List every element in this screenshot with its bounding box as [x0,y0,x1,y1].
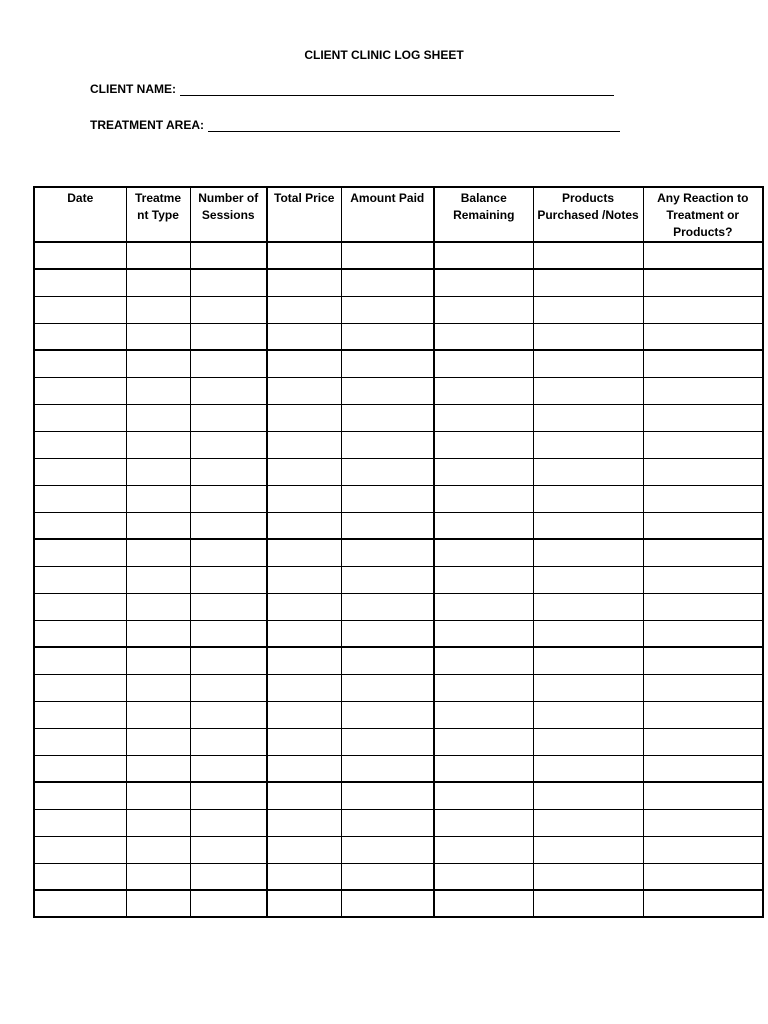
table-cell[interactable] [34,485,126,512]
table-cell[interactable] [533,485,643,512]
table-cell[interactable] [434,782,533,809]
table-cell[interactable] [643,647,763,674]
table-cell[interactable] [533,647,643,674]
table-cell[interactable] [34,539,126,566]
table-cell[interactable] [126,647,190,674]
table-cell[interactable] [34,809,126,836]
header-number-of-sessions: Number of Sessions [190,187,267,242]
table-row [34,701,763,728]
table-cell[interactable] [267,755,341,782]
table-cell[interactable] [643,863,763,890]
table-cell[interactable] [267,350,341,377]
table-cell[interactable] [267,593,341,620]
table-cell[interactable] [533,863,643,890]
table-cell[interactable] [190,242,267,269]
table-cell[interactable] [434,647,533,674]
table-cell[interactable] [34,863,126,890]
table-cell[interactable] [533,323,643,350]
table-cell[interactable] [267,890,341,917]
table-cell[interactable] [434,296,533,323]
header-treatment-type-text: Treatme nt Type [134,191,182,222]
table-cell[interactable] [434,809,533,836]
table-cell[interactable] [126,431,190,458]
table-cell[interactable] [643,728,763,755]
table-cell[interactable] [533,377,643,404]
page-title: CLIENT CLINIC LOG SHEET [304,48,464,62]
table-cell[interactable] [434,701,533,728]
table-cell[interactable] [643,242,763,269]
header-treatment-type [126,187,190,242]
header-balance-remaining: Balance Remaining [434,187,533,242]
table-cell[interactable] [341,404,434,431]
table-cell[interactable] [34,269,126,296]
table-cell[interactable] [643,890,763,917]
table-cell[interactable] [341,269,434,296]
table-cell[interactable] [341,350,434,377]
table-cell[interactable] [533,458,643,485]
table-cell[interactable] [533,890,643,917]
table-cell[interactable] [533,242,643,269]
table-row [34,323,763,350]
table-cell[interactable] [643,431,763,458]
table-cell[interactable] [190,809,267,836]
table-cell[interactable] [126,350,190,377]
table-cell[interactable] [267,242,341,269]
table-row [34,458,763,485]
header-date: Date [34,187,126,242]
table-cell[interactable] [190,863,267,890]
table-cell[interactable] [643,782,763,809]
table-cell[interactable] [533,620,643,647]
table-cell[interactable] [341,377,434,404]
table-cell[interactable] [126,836,190,863]
table-cell[interactable] [190,755,267,782]
table-cell[interactable] [533,728,643,755]
table-cell[interactable] [643,836,763,863]
table-row [34,377,763,404]
table-cell[interactable] [34,323,126,350]
table-cell[interactable] [34,377,126,404]
header-products-purchased-notes: Products Purchased /Notes [533,187,643,242]
table-cell[interactable] [434,323,533,350]
table-cell[interactable] [434,242,533,269]
table-cell[interactable] [126,593,190,620]
table-row [34,890,763,917]
table-cell[interactable] [341,323,434,350]
table-cell[interactable] [341,809,434,836]
table-cell[interactable] [126,620,190,647]
client-name-line[interactable] [180,83,614,96]
table-cell[interactable] [34,458,126,485]
table-cell[interactable] [190,323,267,350]
table-cell[interactable] [190,539,267,566]
table-cell[interactable] [643,296,763,323]
table-cell[interactable] [533,593,643,620]
table-cell[interactable] [643,377,763,404]
table-cell[interactable] [434,350,533,377]
table-cell[interactable] [434,620,533,647]
table-cell[interactable] [126,755,190,782]
table-cell[interactable] [533,431,643,458]
header-amount-paid: Amount Paid [341,187,434,242]
table-cell[interactable] [341,566,434,593]
table-cell[interactable] [434,539,533,566]
table-cell[interactable] [434,485,533,512]
table-cell[interactable] [190,647,267,674]
table-cell[interactable] [190,593,267,620]
table-cell[interactable] [34,674,126,701]
table-cell[interactable] [434,512,533,539]
table-cell[interactable] [190,431,267,458]
table-cell[interactable] [126,512,190,539]
table-header-row [34,187,763,242]
table-cell[interactable] [190,296,267,323]
table-cell[interactable] [434,404,533,431]
table-cell[interactable] [533,296,643,323]
table-cell[interactable] [126,404,190,431]
table-cell[interactable] [341,755,434,782]
table-cell[interactable] [434,836,533,863]
table-cell[interactable] [533,674,643,701]
table-cell[interactable] [126,566,190,593]
table-cell[interactable] [434,674,533,701]
table-cell[interactable] [190,377,267,404]
table-cell[interactable] [267,512,341,539]
table-cell[interactable] [267,485,341,512]
table-cell[interactable] [267,728,341,755]
table-cell[interactable] [190,701,267,728]
table-cell[interactable] [341,242,434,269]
table-cell[interactable] [126,701,190,728]
table-cell[interactable] [643,620,763,647]
table-cell[interactable] [434,863,533,890]
table-cell[interactable] [126,863,190,890]
table-cell[interactable] [643,809,763,836]
table-cell[interactable] [126,728,190,755]
table-cell[interactable] [34,296,126,323]
table-cell[interactable] [643,539,763,566]
table-cell[interactable] [267,323,341,350]
table-cell[interactable] [341,701,434,728]
table-cell[interactable] [126,809,190,836]
table-cell[interactable] [643,566,763,593]
table-cell[interactable] [434,458,533,485]
table-cell[interactable] [643,458,763,485]
table-cell[interactable] [341,485,434,512]
table-cell[interactable] [34,890,126,917]
table-cell[interactable] [34,836,126,863]
table-cell[interactable] [190,620,267,647]
table-cell[interactable] [190,890,267,917]
table-cell[interactable] [190,404,267,431]
table-row [34,242,763,269]
table-cell[interactable] [643,593,763,620]
header-total-price: Total Price [267,187,341,242]
table-cell[interactable] [190,782,267,809]
table-row [34,512,763,539]
table-cell[interactable] [34,782,126,809]
table-cell[interactable] [643,350,763,377]
table-cell[interactable] [341,782,434,809]
table-row [34,404,763,431]
table-cell[interactable] [190,458,267,485]
table-cell[interactable] [267,647,341,674]
table-row [34,566,763,593]
table-cell[interactable] [126,323,190,350]
table-cell[interactable] [190,512,267,539]
table-cell[interactable] [126,458,190,485]
table-cell[interactable] [126,377,190,404]
table-cell[interactable] [34,647,126,674]
table-cell[interactable] [34,701,126,728]
table-cell[interactable] [434,755,533,782]
table-cell[interactable] [341,539,434,566]
table-row [34,836,763,863]
table-cell[interactable] [434,431,533,458]
table-cell[interactable] [267,566,341,593]
table-cell[interactable] [267,701,341,728]
table-cell[interactable] [341,296,434,323]
table-cell[interactable] [341,728,434,755]
table-cell[interactable] [126,485,190,512]
table-cell[interactable] [126,782,190,809]
table-cell[interactable] [267,836,341,863]
treatment-area-line[interactable] [208,119,620,132]
table-cell[interactable] [341,512,434,539]
table-cell[interactable] [643,674,763,701]
table-row [34,485,763,512]
table-row [34,593,763,620]
table-cell[interactable] [190,485,267,512]
table-cell[interactable] [267,431,341,458]
table-row [34,296,763,323]
table-cell[interactable] [267,458,341,485]
client-name-field[interactable] [90,82,614,96]
table-cell[interactable] [34,512,126,539]
table-cell[interactable] [341,620,434,647]
table-cell[interactable] [341,890,434,917]
table-row [34,674,763,701]
header-any-reaction: Any Reaction to Treatment or Products? [643,187,763,242]
table-cell[interactable] [126,242,190,269]
table-cell[interactable] [126,674,190,701]
table-cell[interactable] [267,404,341,431]
table-cell[interactable] [341,836,434,863]
table-cell[interactable] [34,620,126,647]
table-cell[interactable] [643,512,763,539]
log-table-body [34,242,763,917]
table-cell[interactable] [34,350,126,377]
table-cell[interactable] [34,431,126,458]
table-cell[interactable] [533,404,643,431]
table-cell[interactable] [643,323,763,350]
table-cell[interactable] [643,485,763,512]
table-cell[interactable] [267,620,341,647]
table-row [34,647,763,674]
table-cell[interactable] [341,863,434,890]
table-cell[interactable] [126,890,190,917]
table-cell[interactable] [34,242,126,269]
table-cell[interactable] [434,593,533,620]
table-cell[interactable] [434,269,533,296]
table-row [34,431,763,458]
table-row [34,809,763,836]
table-cell[interactable] [643,404,763,431]
table-cell[interactable] [34,404,126,431]
table-row [34,539,763,566]
treatment-area-field[interactable] [90,118,620,132]
table-row [34,863,763,890]
table-cell[interactable] [267,809,341,836]
table-cell[interactable] [643,269,763,296]
table-cell[interactable] [126,539,190,566]
table-row [34,728,763,755]
table-cell[interactable] [533,539,643,566]
table-cell[interactable] [533,755,643,782]
table-cell[interactable] [533,269,643,296]
table-cell[interactable] [533,701,643,728]
table-cell[interactable] [190,350,267,377]
table-cell[interactable] [434,566,533,593]
table-cell[interactable] [434,377,533,404]
table-cell[interactable] [434,890,533,917]
log-table [33,186,764,918]
table-cell[interactable] [341,431,434,458]
table-cell[interactable] [267,674,341,701]
table-cell[interactable] [643,701,763,728]
table-row [34,755,763,782]
table-cell[interactable] [533,350,643,377]
table-cell[interactable] [34,593,126,620]
table-cell[interactable] [533,809,643,836]
treatment-area-label: TREATMENT AREA: [90,118,204,132]
table-cell[interactable] [341,593,434,620]
table-cell[interactable] [267,863,341,890]
table-cell[interactable] [434,728,533,755]
table-cell[interactable] [126,269,190,296]
table-cell[interactable] [34,728,126,755]
table-cell[interactable] [267,377,341,404]
table-cell[interactable] [341,647,434,674]
client-name-label: CLIENT NAME: [90,82,176,96]
table-cell[interactable] [190,728,267,755]
table-cell[interactable] [341,674,434,701]
table-cell[interactable] [190,836,267,863]
table-cell[interactable] [267,269,341,296]
table-cell[interactable] [533,836,643,863]
table-cell[interactable] [267,539,341,566]
table-row [34,269,763,296]
table-cell[interactable] [190,269,267,296]
table-cell[interactable] [267,296,341,323]
table-row [34,350,763,377]
table-row [34,782,763,809]
table-cell[interactable] [34,755,126,782]
table-cell[interactable] [533,566,643,593]
table-cell[interactable] [190,566,267,593]
table-cell[interactable] [34,566,126,593]
table-cell[interactable] [643,755,763,782]
table-cell[interactable] [341,458,434,485]
table-cell[interactable] [190,674,267,701]
table-row [34,620,763,647]
table-cell[interactable] [533,782,643,809]
table-cell[interactable] [267,782,341,809]
table-cell[interactable] [533,512,643,539]
table-cell[interactable] [126,296,190,323]
